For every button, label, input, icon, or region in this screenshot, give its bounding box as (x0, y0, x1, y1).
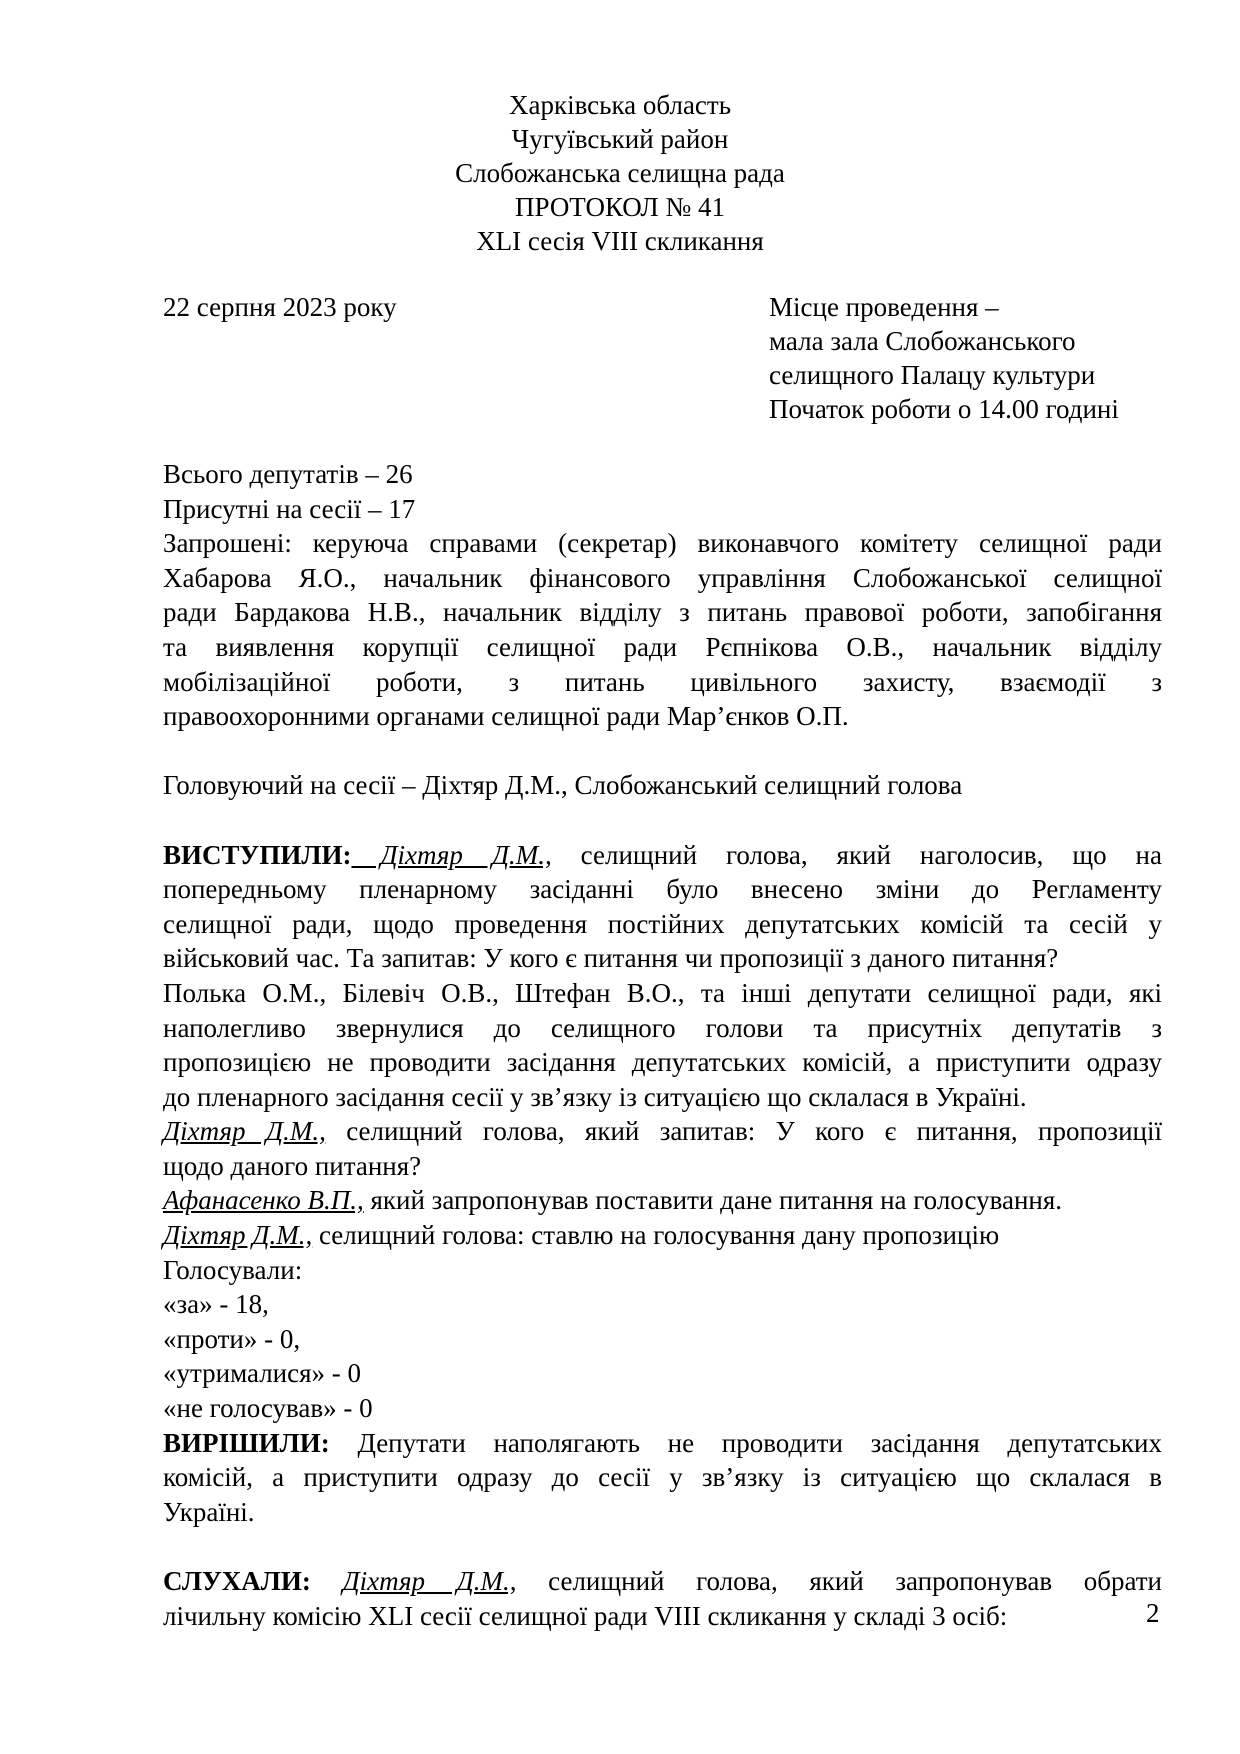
chair-line: Головуючий на сесії – Діхтяр Д.М., Слобожанський селищний голова (163, 770, 963, 801)
venue-line: Місце проведення – (769, 292, 999, 322)
venue-block (769, 290, 1119, 426)
spacer (163, 803, 1162, 838)
document-heading (0, 88, 1240, 258)
speaker-name: Діхтяр Д.М., (351, 839, 552, 870)
vote-abstained: «утрималися» - 0 (163, 1358, 362, 1389)
spacer (163, 734, 1162, 769)
spoke-line: Полька О.М., Білевіч О.В., Штефан В.О., та інші депутати селищної ради, які (163, 977, 1162, 1008)
heard-line: лічильну комісію XLI сесії селищної ради VIII скликання у складі 3 осіб: (163, 1600, 1008, 1631)
invited-line: Запрошені: керуюча справами (секретар) виконавчого комітету селищної ради (163, 528, 1162, 559)
council-line: Слобожанська селищна рада (455, 158, 785, 188)
decided-first-line (163, 1426, 1162, 1461)
speaker-name: Діхтяр Д.М., (163, 1220, 313, 1251)
venue-line: селищного Палацу культури (769, 360, 1096, 390)
vote-not-voted: «не голосував» - 0 (163, 1393, 373, 1424)
heard-first-line (163, 1564, 1162, 1599)
spoke-third-speaker (163, 1183, 1162, 1218)
spoke-fourth-speaker (163, 1218, 1162, 1253)
total-deputies: Всього депутатів – 26 (163, 459, 413, 489)
protocol-body (163, 457, 1162, 1633)
invited-line: та виявлення корупції селищної ради Рєпнікова О.В., начальник відділу (163, 631, 1162, 662)
spacer (163, 1529, 1162, 1564)
spoke-text: селищний голова, який наголосив, що на (551, 839, 1162, 870)
present-deputies: Присутні на сесії – 17 (163, 493, 416, 524)
decided-line: Україні. (163, 1496, 255, 1527)
invited-line: Хабарова Я.О., начальник фінансового управління Слобожанської селищної (163, 562, 1162, 593)
venue-line: Початок роботи о 14.00 годині (769, 394, 1119, 424)
spoke-line: військовий час. Та запитав: У кого є питання чи пропозиції з даного питання? (163, 943, 1059, 974)
decided-text: Депутати наполягають не проводити засідання депутатських (329, 1427, 1162, 1458)
spoke-text: селищний голова, який запитав: У кого є питання, пропозиції (325, 1116, 1162, 1147)
speaker-name: Афанасенко В.П., (163, 1185, 364, 1216)
venue-line: мала зала Слобожанського (769, 326, 1076, 356)
invited-line: ради Бардакова Н.В., начальник відділу з питань правової роботи, запобігання (163, 597, 1162, 628)
spoke-text: який запропонував поставити дане питання на голосування. (363, 1185, 1063, 1216)
heard-label: СЛУХАЛИ: (163, 1566, 311, 1596)
vote-against: «проти» - 0, (163, 1323, 301, 1354)
spoke-line: щодо даного питання? (163, 1150, 422, 1181)
spoke-first-line (163, 838, 1162, 873)
spoke-line: попередньому пленарному засіданні було внесено зміни до Регламенту (163, 874, 1162, 905)
spoke-line: наполегливо звернулися до селищного голови та присутніх депутатів з (163, 1012, 1162, 1043)
speaker-name: Діхтяр Д.М., (342, 1566, 517, 1596)
vote-heading: Голосували: (163, 1254, 303, 1285)
meeting-date: 22 серпня 2023 року (163, 292, 397, 322)
invited-line: мобілізаційної роботи, з питань цивільного захисту, взаємодії з (163, 666, 1162, 697)
invited-line: правоохоронними органами селищної ради Мар’єнков О.П. (163, 701, 849, 732)
spoke-line: пропозицією не проводити засідання депутатських комісій, а приступити одразу (163, 1047, 1162, 1078)
protocol-title: ПРОТОКОЛ № 41 (514, 192, 726, 222)
vote-for: «за» - 18, (163, 1289, 269, 1320)
district-line: Чугуївський район (511, 124, 729, 154)
spoke-label: ВИСТУПИЛИ: (163, 839, 352, 870)
spoke-second-speaker (163, 1114, 1162, 1149)
region-line: Харківська область (508, 90, 732, 120)
spoke-line: до пленарного засідання сесії у зв’язку із ситуацією що склалася в Україні. (163, 1081, 1027, 1112)
session-line: XLI сесія VIII скликання (476, 226, 764, 256)
decided-label: ВИРІШИЛИ: (163, 1427, 330, 1458)
spoke-text: селищний голова: ставлю на голосування дану пропозицію (312, 1220, 1000, 1251)
decided-line: комісій, а приступити одразу до сесії у зв’язку із ситуацією що склалася в (163, 1462, 1162, 1493)
page-number: 2 (1146, 1598, 1160, 1628)
heard-text: селищний голова, який запропонував обрати (516, 1566, 1163, 1596)
spoke-line: селищної ради, щодо проведення постійних депутатських комісій та сесій у (163, 908, 1162, 939)
speaker-name: Діхтяр Д.М., (163, 1116, 326, 1147)
